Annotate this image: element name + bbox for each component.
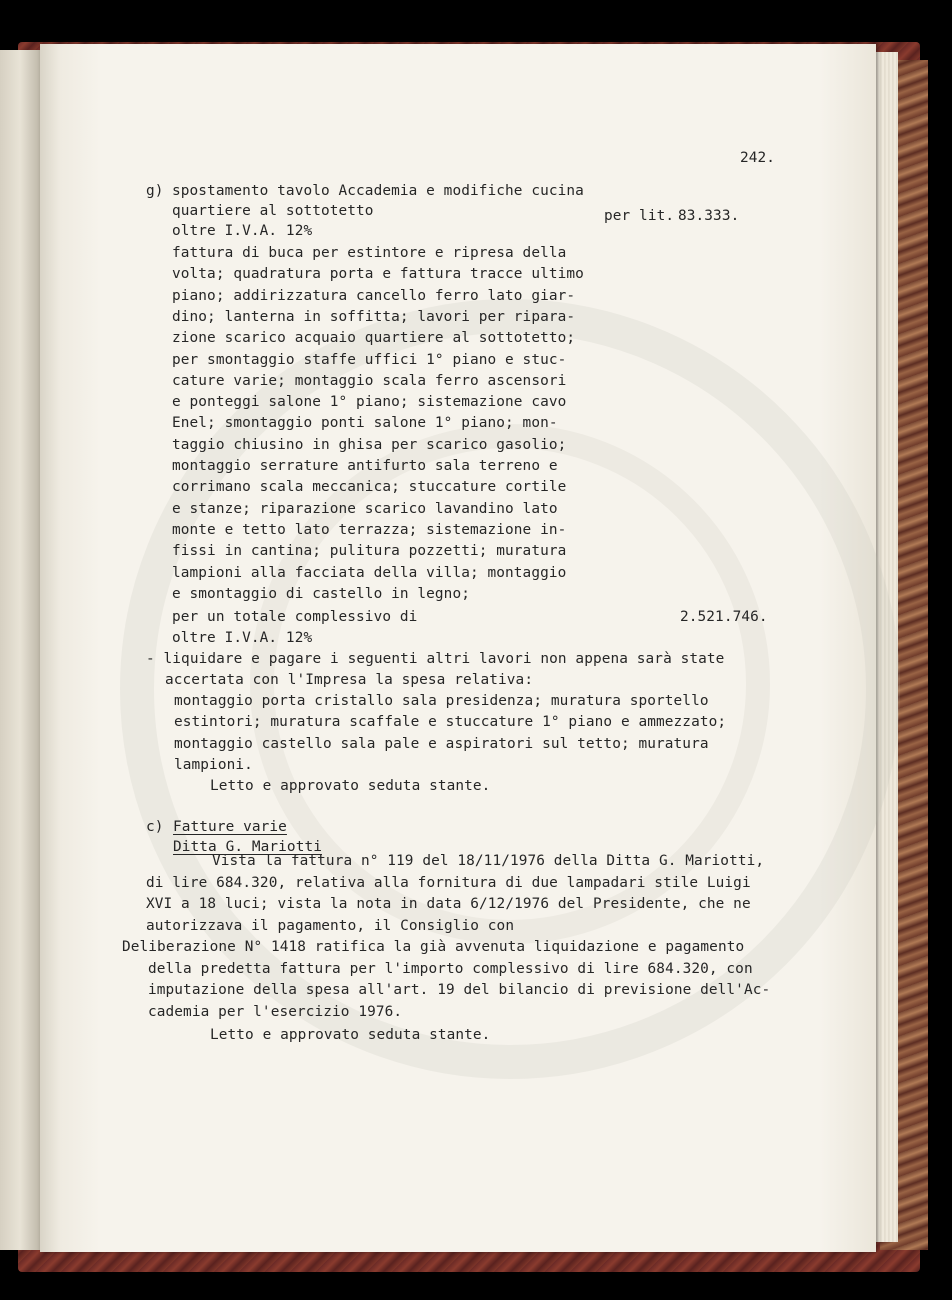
document-page — [40, 44, 876, 1252]
section-g-body-line: per smontaggio staffe uffici 1° piano e stuc- — [172, 351, 567, 368]
section-c-paragraph-line: autorizzava il pagamento, il Consiglio con — [146, 917, 515, 934]
section-g-marker: g) — [146, 183, 164, 199]
section-g-body-line: corrimano scala meccanica; stuccature cortile — [172, 479, 567, 496]
section-g-body-line: piano; addirizzatura cancello ferro lato giar- — [172, 287, 576, 304]
section-g-body-line: taggio chiusino in ghisa per scarico gasolio; — [172, 436, 567, 453]
page-number: 242. — [740, 150, 776, 166]
section-c-heading: Fatture varie — [173, 819, 287, 835]
section-g-line: quartiere al sottotetto — [172, 203, 374, 219]
total-vat: oltre I.V.A. 12% — [172, 630, 313, 646]
liquidare-line: accertata con l'Impresa la spesa relativa: — [165, 672, 534, 688]
left-page-edge — [0, 50, 40, 1250]
section-c-paragraph-line: della predetta fattura per l'importo complessivo di lire 684.320, con — [148, 960, 753, 977]
section-g-body-line: zione scarico acquaio quartiere al sottotetto; — [172, 330, 576, 347]
section-c-paragraph-line: Vista la fattura n° 119 del 18/11/1976 della Ditta G. Mariotti, — [212, 853, 765, 869]
section-g-body-line: fissi in cantina; pulitura pozzetti; muratura — [172, 543, 567, 560]
section-c-paragraph-line: di lire 684.320, relativa alla fornitura di due lampadari stile Luigi — [146, 874, 751, 891]
amount-value: 83.333. — [678, 208, 740, 224]
section-c-marker: c) — [146, 819, 164, 835]
total-value: 2.521.746. — [680, 609, 768, 625]
section-g-body-line: e ponteggi salone 1° piano; sistemazione cavo — [172, 394, 567, 411]
section-c-subheading: Ditta G. Mariotti — [173, 839, 322, 855]
approval-note: Letto e approvato seduta stante. — [210, 778, 491, 794]
liquidare-line: - liquidare e pagare i seguenti altri lavori non appena sarà state — [146, 651, 725, 667]
section-g-body-line: montaggio serrature antifurto sala terreno e — [172, 458, 558, 474]
section-g-body-line: volta; quadratura porta e fattura tracce ultimo — [172, 266, 584, 283]
section-g-body-line: dino; lanterna in soffitta; lavori per ripara- — [172, 308, 576, 325]
section-g-body-line: e stanze; riparazione scarico lavandino lato — [172, 500, 558, 517]
section-c-paragraph-line: imputazione della spesa all'art. 19 del bilancio di previsione dell'Ac- — [148, 982, 771, 998]
section-g-body-line: cature varie; montaggio scala ferro ascensori — [172, 372, 567, 389]
liquidare-item-line: montaggio porta cristallo sala presidenza; muratura sportello — [174, 693, 709, 709]
section-g-line: spostamento tavolo Accademia e modifiche cucina — [172, 183, 584, 199]
liquidare-item-line: lampioni. — [174, 756, 253, 773]
approval-note: Letto e approvato seduta stante. — [210, 1027, 491, 1043]
section-c-paragraph-line: cademia per l'esercizio 1976. — [148, 1003, 403, 1020]
vat-note: oltre I.V.A. 12% — [172, 223, 313, 239]
section-g-body-line: lampioni alla facciata della villa; montaggio — [172, 564, 567, 581]
total-line: per un totale complessivo di — [172, 609, 418, 625]
section-g-body-line: e smontaggio di castello in legno; — [172, 585, 470, 602]
liquidare-item-line: estintori; muratura scaffale e stuccature 1° piano e ammezzato; — [174, 714, 727, 731]
section-c-paragraph-line: XVI a 18 luci; vista la nota in data 6/12/1976 del Presidente, che ne — [146, 896, 751, 912]
section-g-body-line: fattura di buca per estintore e ripresa della — [172, 245, 567, 261]
amount-label: per lit. — [604, 208, 675, 224]
liquidare-item-line: montaggio castello sala pale e aspiratori sul tetto; muratura — [174, 735, 709, 752]
section-g-body-line: monte e tetto lato terrazza; sistemazione in- — [172, 521, 567, 538]
section-g-body-line: Enel; smontaggio ponti salone 1° piano; mon- — [172, 415, 558, 432]
section-c-paragraph-line: Deliberazione N° 1418 ratifica la già avvenuta liquidazione e pagamento — [122, 939, 745, 955]
